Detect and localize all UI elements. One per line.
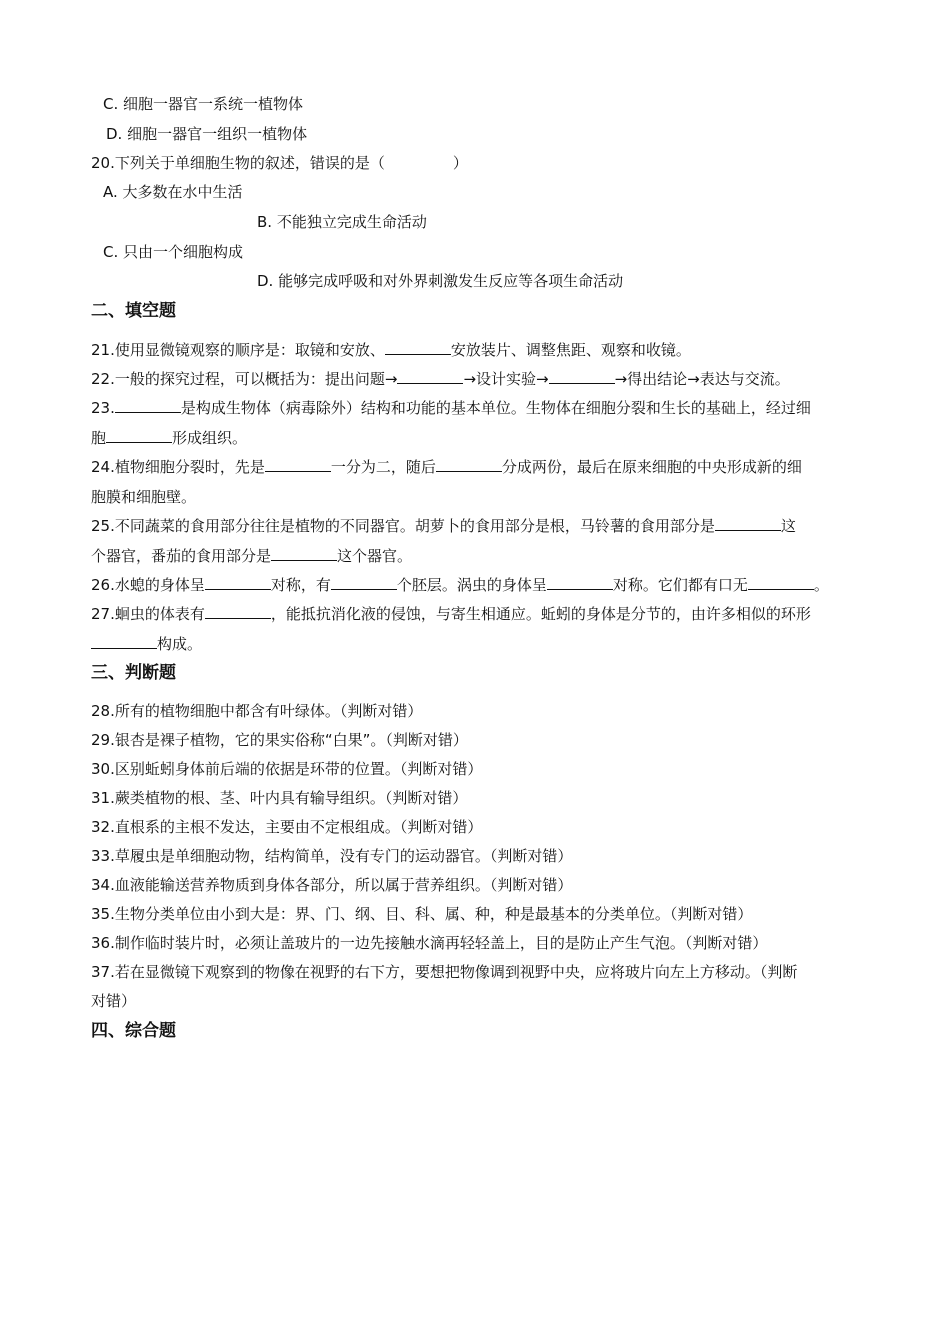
answer-blank[interactable] xyxy=(331,575,397,590)
answer-blank[interactable] xyxy=(385,340,451,355)
q20-stem: 20.下列关于单细胞生物的叙述，错误的是（ ） xyxy=(91,154,468,172)
q21: 21.使用显微镜观察的顺序是：取镜和安放、 安放装片、调整焦距、观察和收镜。 xyxy=(91,341,691,359)
answer-blank[interactable] xyxy=(549,369,615,384)
q27-line-2: 构成。 xyxy=(91,634,202,654)
q20-option-b: B. 不能独立完成生命活动 xyxy=(257,213,427,231)
judge-item-35: 35.生物分类单位由小到大是：界、门、纲、目、科、属、种，种是最基本的分类单位。（判断对错） xyxy=(91,905,753,923)
answer-blank[interactable] xyxy=(547,575,613,590)
q19-option-c: C. 细胞一器官一系统一植物体 xyxy=(103,95,304,113)
q24-line-1: 24.植物细胞分裂时，先是 一分为二，随后 分成两份，最后在原来细胞的中央形成新的细 xyxy=(91,458,802,476)
judge-item-30: 30.区别蚯蚓身体前后端的依据是环带的位置。（判断对错） xyxy=(91,760,483,778)
judge-item-33: 33.草履虫是单细胞动物，结构简单，没有专门的运动器官。（判断对错） xyxy=(91,847,573,865)
judge-item-34: 34.血液能输送营养物质到身体各部分，所以属于营养组织。（判断对错） xyxy=(91,876,573,894)
answer-blank[interactable] xyxy=(106,428,172,443)
q26: 26.水螅的身体呈 对称，有 个胚层。涡虫的身体呈 对称。它们都有口无 。 xyxy=(91,576,829,594)
q20-option-c: C. 只由一个细胞构成 xyxy=(103,243,244,261)
answer-blank[interactable] xyxy=(436,457,502,472)
judge-item-37-cont: 对错） xyxy=(91,992,137,1010)
q25-line-2: 个器官，番茄的食用部分是 这个器官。 xyxy=(91,547,413,565)
judge-item-36: 36.制作临时装片时，必须让盖玻片的一边先接触水滴再轻轻盖上，目的是防止产生气泡。（判断对错） xyxy=(91,934,768,952)
answer-blank[interactable] xyxy=(115,398,181,413)
q24-line-2: 胞膜和细胞壁。 xyxy=(91,488,197,506)
answer-blank[interactable] xyxy=(715,516,781,531)
q23-line-2: 胞 形成组织。 xyxy=(91,429,248,447)
answer-blank[interactable] xyxy=(205,604,271,619)
q25-line-1: 25.不同蔬菜的食用部分往往是植物的不同器官。胡萝卜的食用部分是根，马铃薯的食用部分是 这 xyxy=(91,517,796,535)
q20-option-a: A. 大多数在水中生活 xyxy=(103,183,243,201)
answer-blank[interactable] xyxy=(748,575,814,590)
q19-option-d: D. 细胞一器官一组织一植物体 xyxy=(106,125,308,143)
section-3-heading: 三、判断题 xyxy=(91,663,176,683)
q22: 22.一般的探究过程，可以概括为：提出问题→ →设计实验→ →得出结论→表达与交流。 xyxy=(91,370,790,388)
judge-item-31: 31.蕨类植物的根、茎、叶内具有输导组织。（判断对错） xyxy=(91,789,468,807)
q27-line-1: 27.蛔虫的体表有 ，能抵抗消化液的侵蚀，与寄生相通应。蚯蚓的身体是分节的，由许多相似的环形 xyxy=(91,605,811,623)
answer-blank[interactable] xyxy=(271,546,337,561)
judge-item-32: 32.直根系的主根不发达，主要由不定根组成。（判断对错） xyxy=(91,818,483,836)
judge-item-29: 29.银杏是裸子植物，它的果实俗称“白果”。（判断对错） xyxy=(91,731,468,749)
q20-option-d: D. 能够完成呼吸和对外界刺激发生反应等各项生命活动 xyxy=(257,272,624,290)
answer-blank[interactable] xyxy=(397,369,463,384)
judge-item-37: 37.若在显微镜下观察到的物像在视野的右下方，要想把物像调到视野中央，应将玻片向左上方移动。（判断 xyxy=(91,963,798,981)
section-4-heading: 四、综合题 xyxy=(91,1021,176,1041)
answer-blank[interactable] xyxy=(265,457,331,472)
answer-blank[interactable] xyxy=(91,634,157,649)
judge-item-28: 28.所有的植物细胞中都含有叶绿体。（判断对错） xyxy=(91,702,423,720)
answer-blank[interactable] xyxy=(205,575,271,590)
q23-line-1: 23. 是构成生物体（病毒除外）结构和功能的基本单位。生物体在细胞分裂和生长的基础上，经过细 xyxy=(91,399,811,417)
section-2-heading: 二、填空题 xyxy=(91,301,176,321)
